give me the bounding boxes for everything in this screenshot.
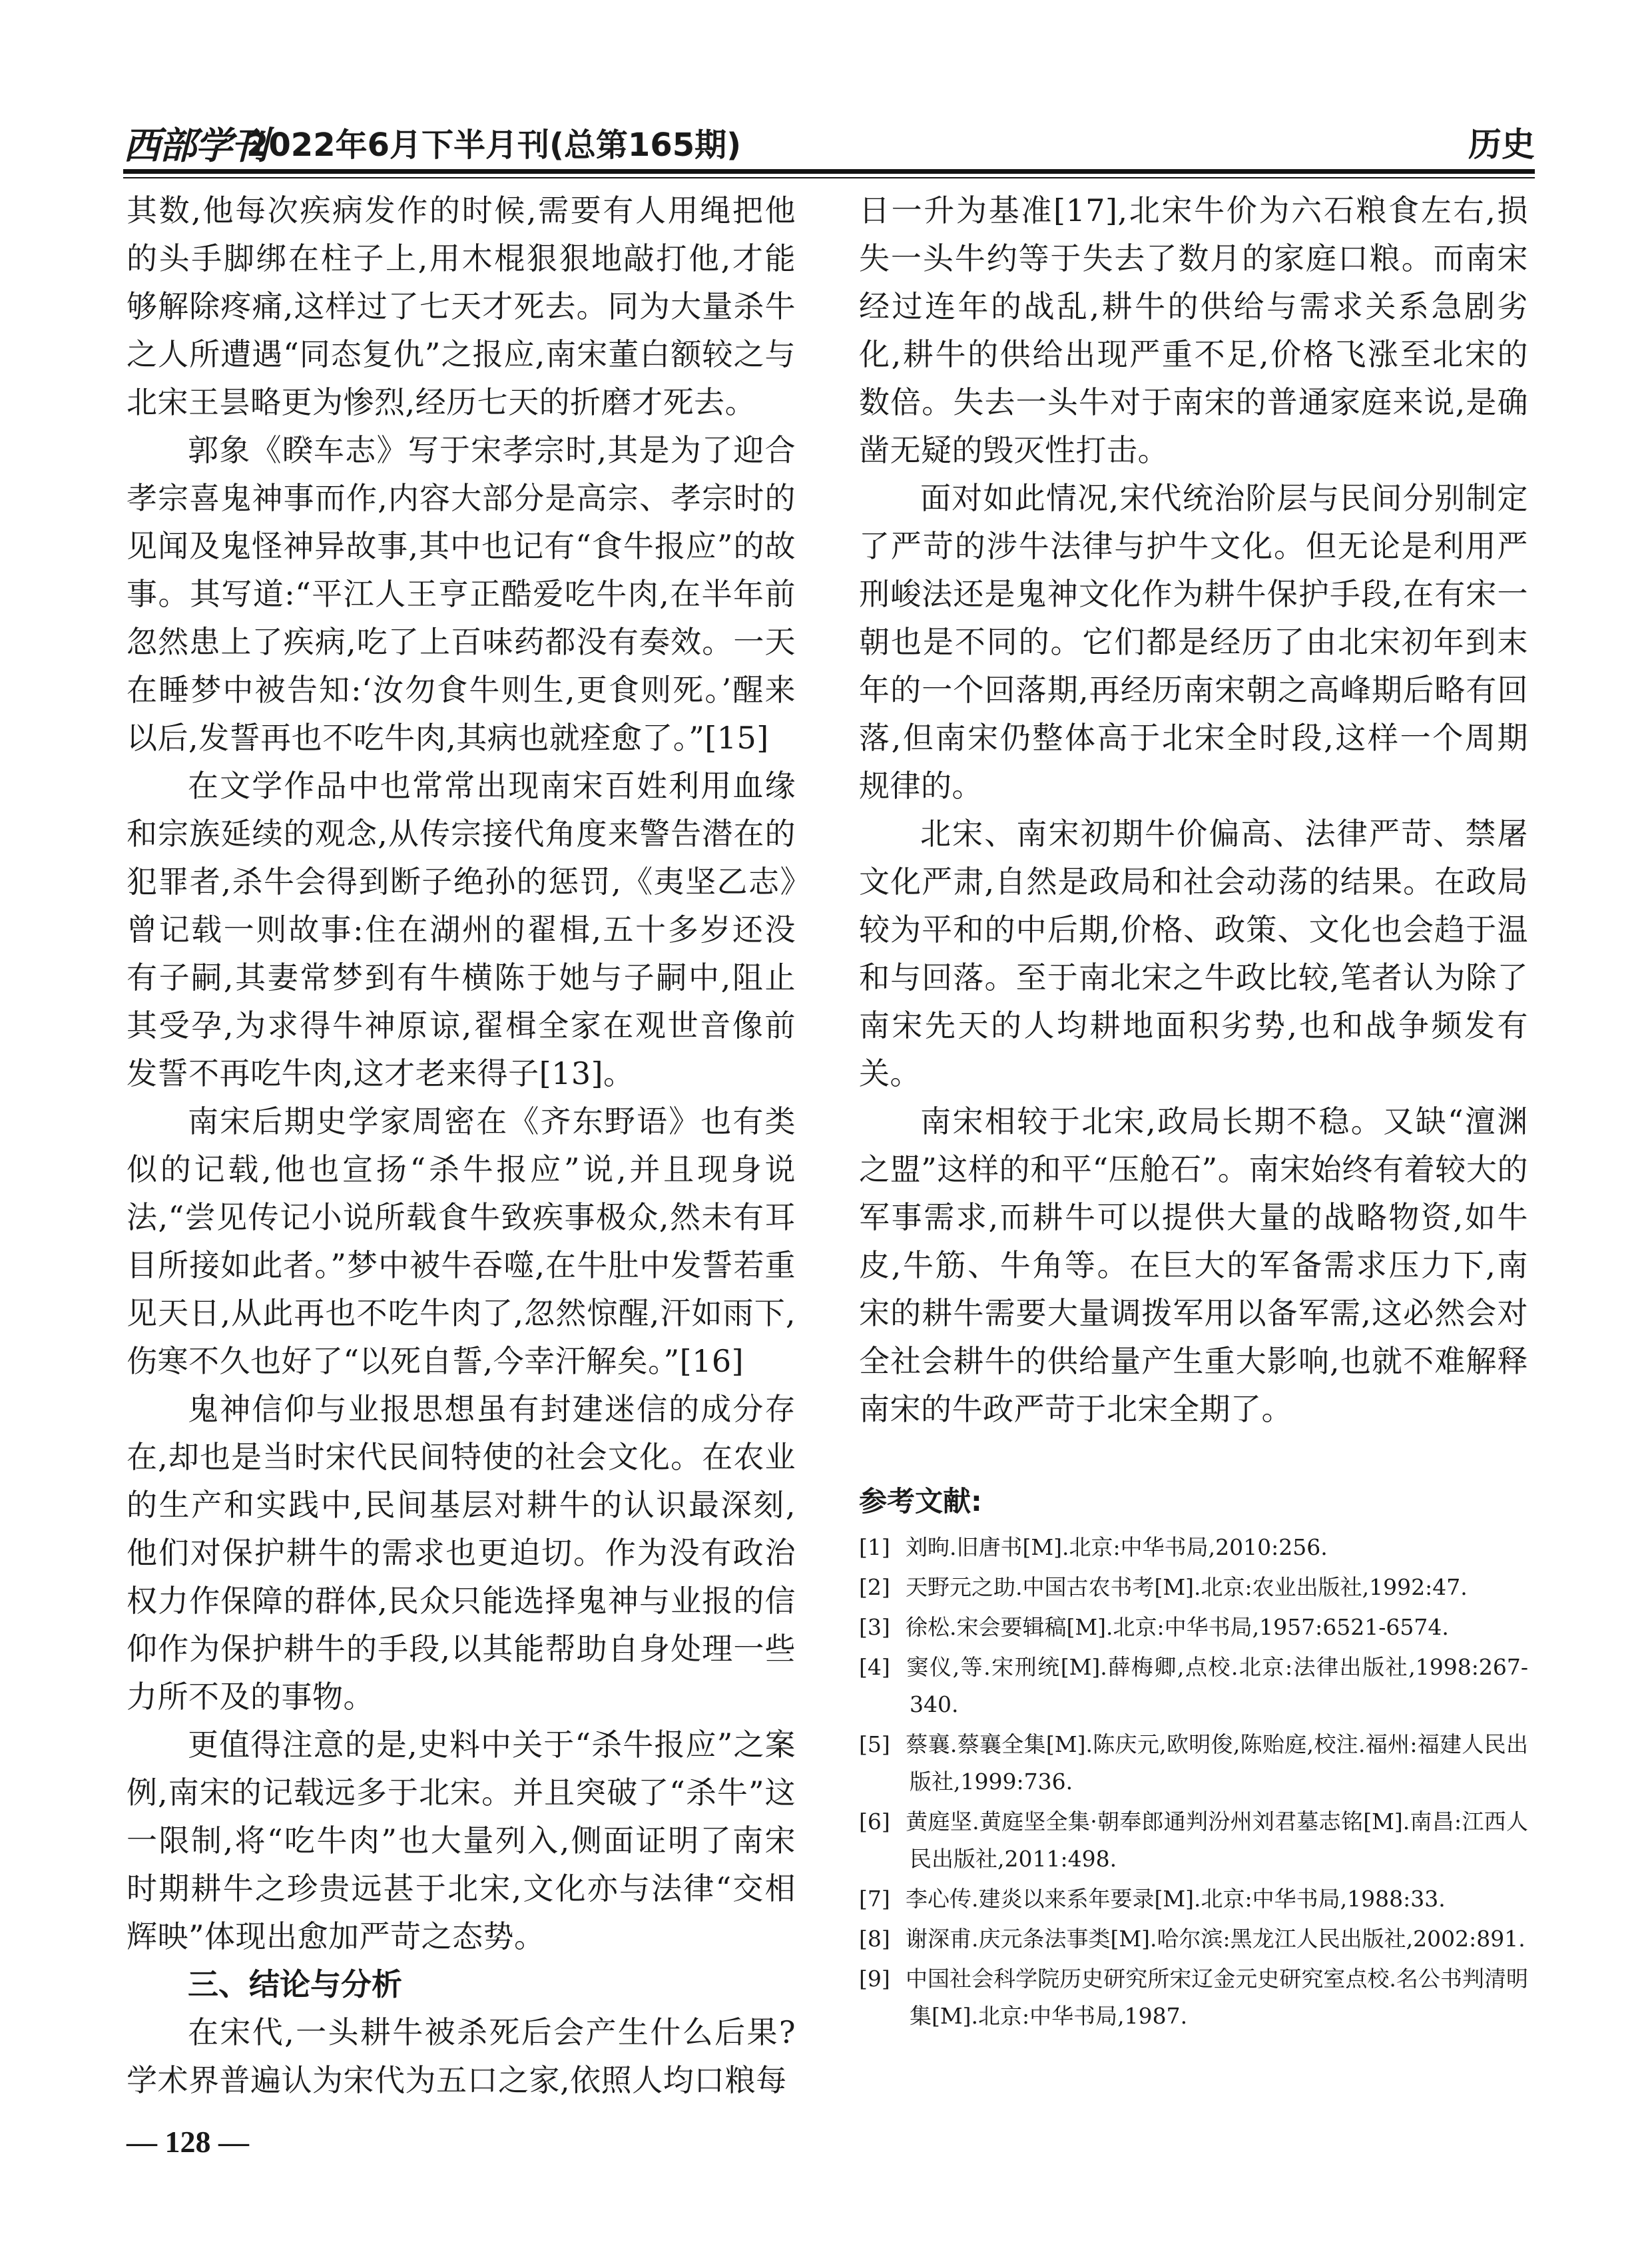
paragraph: 其数,他每次疾病发作的时候,需要有人用绳把他的头手脚绑在柱子上,用木棍狠狠地敲打他,才能够解除疼痛,这样过了七天才死去。同为大量杀牛之人所遭遇“同态复仇”之报应,南宋董白额较之与北宋王昙略更为惨烈,经历七天的折磨才死去。 bbox=[127, 192, 796, 420]
reference-text: 刘昫.旧唐书[M].北京:中华书局,2010:256. bbox=[906, 1534, 1328, 1560]
paragraph: 鬼神信仰与业报思想虽有封建迷信的成分存在,却也是当时宋代民间特使的社会文化。在农业的生产和实践中,民间基层对耕牛的认识最深刻,他们对保护耕牛的需求也更迫切。作为没有政治权力作保障的群体,民众只能选择鬼神与业报的信仰作为保护耕牛的手段,以其能帮助自身处理一些力所不及的事物。 bbox=[127, 1391, 796, 1715]
reference-item bbox=[859, 1609, 1528, 1646]
paragraph: 北宋、南宋初期牛价偏高、法律严苛、禁屠文化严肃,自然是政局和社会动荡的结果。在政局较为平和的中后期,价格、政策、文化也会趋于温和与回落。至于南北宋之牛政比较,笔者认为除了南宋先天的人均耕地面积劣势,也和战争频发有关。 bbox=[859, 816, 1528, 1091]
paragraph: 在文学作品中也常常出现南宋百姓利用血缘和宗族延续的观念,从传宗接代角度来警告潜在的犯罪者,杀牛会得到断子绝孙的惩罚,《夷坚乙志》曾记载一则故事:住在湖州的翟楫,五十多岁还没有子嗣,其妻常梦到有牛横陈于她与子嗣中,阻止其受孕,为求得牛神原谅,翟楫全家在观世音像前发誓不再吃牛肉,这才老来得子[13]。 bbox=[127, 768, 796, 1091]
reference-text: 窦仪,等.宋刑统[M].薛梅卿,点校.北京:法律出版社,1998:267-340. bbox=[906, 1654, 1528, 1717]
reference-text: 黄庭坚.黄庭坚全集·朝奉郎通判汾州刘君墓志铭[M].南昌:江西人民出版社,2011:498. bbox=[906, 1809, 1528, 1872]
left-column bbox=[127, 186, 796, 2104]
reference-text: 天野元之助.中国古农书考[M].北京:农业出版社,1992:47. bbox=[906, 1574, 1468, 1600]
reference-number: [7] bbox=[859, 1886, 890, 1912]
paragraph: 更值得注意的是,史料中关于“杀牛报应”之案例,南宋的记载远多于北宋。并且突破了“杀牛”这一限制,将“吃牛肉”也大量列入,侧面证明了南宋时期耕牛之珍贵远甚于北宋,文化亦与法律“交相辉映”体现出愈加严苛之态势。 bbox=[127, 1727, 796, 1954]
page-header bbox=[123, 110, 1535, 168]
reference-item bbox=[859, 1920, 1528, 1958]
paragraph: 南宋相较于北宋,政局长期不稳。又缺“澶渊之盟”这样的和平“压舱石”。南宋始终有着较大的军事需求,而耕牛可以提供大量的战略物资,如牛皮,牛筋、牛角等。在巨大的军备需求压力下,南宋的耕牛需要大量调拨军用以备军需,这必然会对全社会耕牛的供给量产生重大影响,也就不难解释南宋的牛政严苛于北宋全期了。 bbox=[859, 1103, 1528, 1427]
header-rule-thick bbox=[123, 169, 1535, 174]
reference-item bbox=[859, 1569, 1528, 1606]
header-rule-thin bbox=[123, 177, 1535, 178]
paragraph: 郭象《睽车志》写于宋孝宗时,其是为了迎合孝宗喜鬼神事而作,内容大部分是高宗、孝宗时的见闻及鬼怪神异故事,其中也记有“食牛报应”的故事。其写道:“平江人王亨正酷爱吃牛肉,在半年前忽然患上了疾病,吃了上百味药都没有奏效。一天在睡梦中被告知:‘汝勿食牛则生,更食则死。’醒来以后,发誓再也不吃牛肉,其病也就痊愈了。”[15] bbox=[127, 432, 796, 756]
reference-item bbox=[859, 1960, 1528, 2035]
reference-number: [3] bbox=[859, 1614, 890, 1640]
reference-text: 中国社会科学院历史研究所宋辽金元史研究室点校.名公书判清明集[M].北京:中华书局,1987. bbox=[906, 1966, 1528, 2029]
reference-item bbox=[859, 1649, 1528, 1723]
reference-number: [4] bbox=[859, 1654, 890, 1680]
references-heading: 参考文献: bbox=[859, 1485, 982, 1518]
reference-number: [2] bbox=[859, 1574, 890, 1600]
paragraph: 日一升为基准[17],北宋牛价为六石粮食左右,损失一头牛约等于失去了数月的家庭口粮。而南宋经过连年的战乱,耕牛的供给与需求关系急剧劣化,耕牛的供给出现严重不足,价格飞涨至北宋的数倍。失去一头牛对于南宋的普通家庭来说,是确凿无疑的毁灭性打击。 bbox=[859, 192, 1528, 468]
reference-item bbox=[859, 1529, 1528, 1566]
reference-number: [1] bbox=[859, 1534, 890, 1560]
reference-number: [8] bbox=[859, 1926, 890, 1952]
journal-logo: 西部学刊 bbox=[123, 124, 267, 168]
reference-item bbox=[859, 1726, 1528, 1801]
right-column bbox=[859, 186, 1528, 2038]
page-number: — 128 — bbox=[127, 2125, 249, 2159]
reference-text: 徐松.宋会要辑稿[M].北京:中华书局,1957:6521-6574. bbox=[906, 1614, 1449, 1640]
reference-text: 李心传.建炎以来系年要录[M].北京:中华书局,1988:33. bbox=[906, 1886, 1446, 1912]
reference-number: [6] bbox=[859, 1809, 890, 1834]
section-heading: 三、结论与分析 bbox=[188, 1966, 402, 2002]
reference-text: 蔡襄.蔡襄全集[M].陈庆元,欧明俊,陈贻庭,校注.福州:福建人民出版社,1999:736. bbox=[906, 1731, 1528, 1795]
issue-info: 2022年6月下半月刊(总第165期) bbox=[246, 127, 742, 164]
section-label: 历史 bbox=[1468, 125, 1535, 164]
reference-list bbox=[859, 1529, 1528, 2035]
reference-number: [9] bbox=[859, 1966, 890, 1992]
paragraph: 在宋代,一头耕牛被杀死后会产生什么后果?学术界普遍认为宋代为五口之家,依照人均口粮每 bbox=[127, 2014, 796, 2098]
reference-text: 谢深甫.庆元条法事类[M].哈尔滨:黑龙江人民出版社,2002:891. bbox=[906, 1926, 1525, 1952]
paragraph: 面对如此情况,宋代统治阶层与民间分别制定了严苛的涉牛法律与护牛文化。但无论是利用严刑峻法还是鬼神文化作为耕牛保护手段,在有宋一朝也是不同的。它们都是经历了由北宋初年到末年的一个回落期,再经历南宋朝之高峰期后略有回落,但南宋仍整体高于北宋全时段,这样一个周期规律的。 bbox=[859, 480, 1528, 804]
reference-item bbox=[859, 1803, 1528, 1878]
reference-item bbox=[859, 1880, 1528, 1918]
reference-number: [5] bbox=[859, 1731, 890, 1757]
paragraph: 南宋后期史学家周密在《齐东野语》也有类似的记载,他也宣扬“杀牛报应”说,并且现身说法,“尝见传记小说所载食牛致疾事极众,然未有耳目所接如此者。”梦中被牛吞噬,在牛肚中发誓若重见天日,从此再也不吃牛肉了,忽然惊醒,汗如雨下,伤寒不久也好了“以死自誓,今幸汗解矣。”[16] bbox=[127, 1103, 796, 1379]
